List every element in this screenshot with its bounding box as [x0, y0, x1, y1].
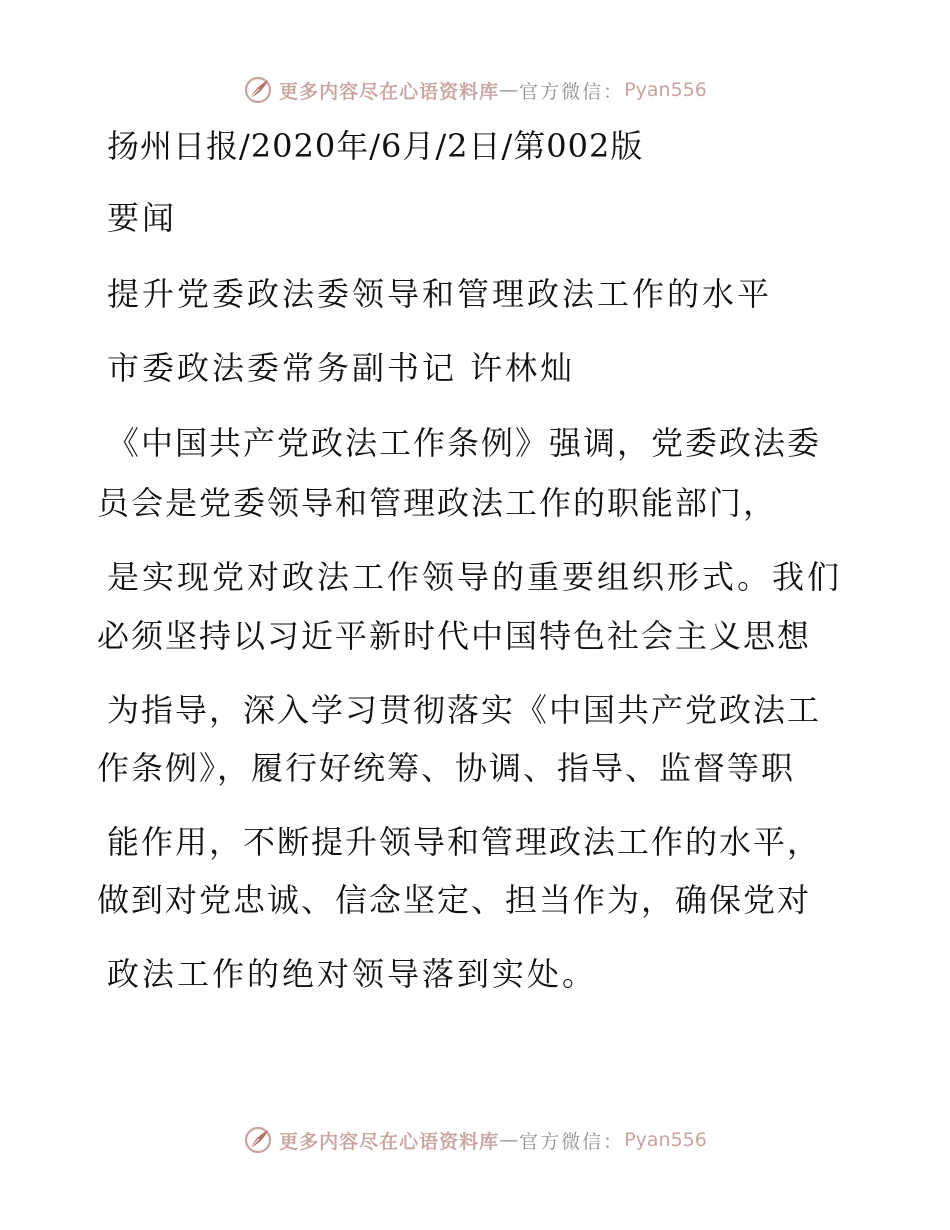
watermark-wechat-id: Pyan556 [624, 79, 707, 101]
body-line: 作条例》，履行好统筹、协调、指导、监督等职 [97, 749, 796, 787]
body-line: 员会是党委领导和管理政法工作的职能部门， [97, 484, 778, 522]
body-line: 政法工作的绝对领导落到实处。 [107, 955, 598, 993]
dateline: 扬州日报/2020年/6月/2日/第002版 [107, 127, 644, 165]
byline: 市委政法委常务副书记 许林灿 [107, 349, 576, 387]
body-line: 是实现党对政法工作领导的重要组织形式。我们 [107, 558, 843, 596]
watermark-header [0, 70, 950, 110]
watermark-footer [0, 1120, 950, 1160]
feather-pen-circle-icon [243, 75, 273, 105]
feather-pen-circle-icon [243, 1125, 273, 1155]
watermark-label: 官方微信： [519, 80, 625, 103]
section-name: 要闻 [107, 199, 178, 237]
watermark-separator: — [499, 79, 520, 101]
body-line: 必须坚持以习近平新时代中国特色社会主义思想 [97, 617, 812, 655]
body-line: 为指导，深入学习贯彻落实《中国共产党政法工 [107, 691, 822, 729]
body-line: 《中国共产党政法工作条例》强调，党委政法委 [107, 424, 822, 462]
watermark-brand: 更多内容尽在心语资料库 [279, 1130, 500, 1153]
watermark-brand: 更多内容尽在心语资料库 [279, 80, 500, 103]
body-line: 做到对党忠诚、信念坚定、担当作为，确保党对 [97, 881, 812, 919]
watermark-wechat-id: Pyan556 [624, 1129, 707, 1151]
watermark-separator: — [499, 1129, 520, 1151]
watermark-label: 官方微信： [519, 1130, 625, 1153]
body-line: 能作用，不断提升领导和管理政法工作的水平， [107, 823, 822, 861]
article-title: 提升党委政法委领导和管理政法工作的水平 [107, 275, 773, 313]
